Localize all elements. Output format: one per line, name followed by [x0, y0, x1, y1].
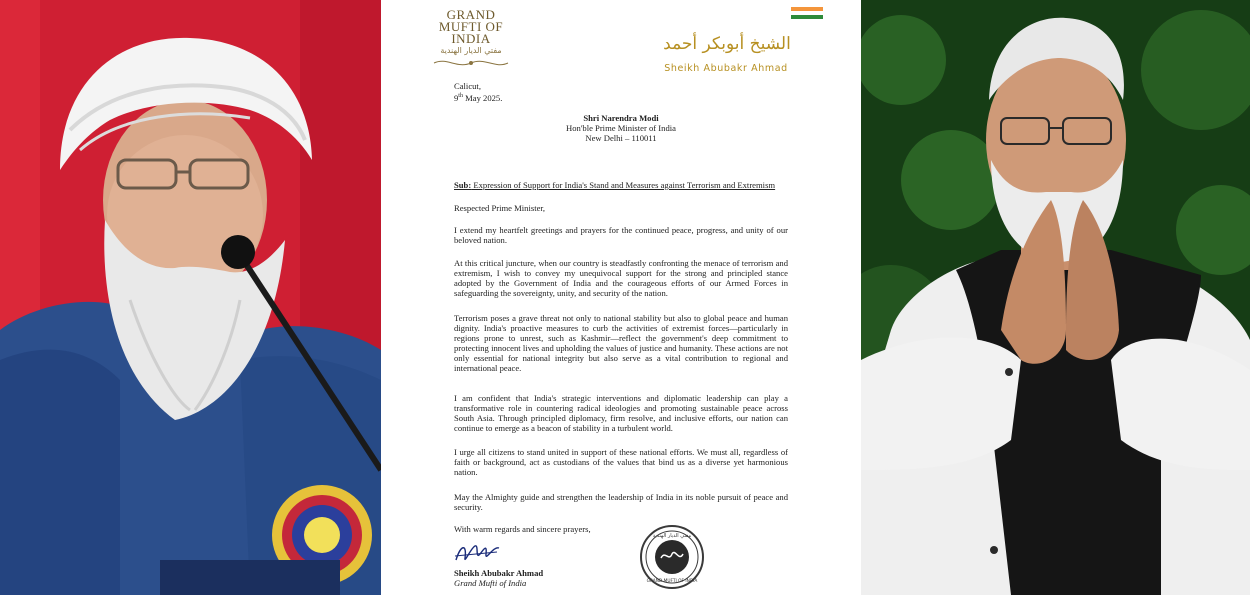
- grand-mufti-letterhead-logo: [431, 9, 511, 69]
- letter-subject: [454, 180, 794, 190]
- brand-line-2: MUFTI OF: [438, 19, 504, 34]
- flag-stripe-green: [791, 15, 823, 19]
- brand-arabic: مفتي الديار الهندية: [440, 46, 502, 55]
- photo-grand-mufti: [0, 0, 381, 595]
- brand-line-3: INDIA: [451, 31, 491, 46]
- date-rest: May 2025.: [462, 92, 503, 103]
- paragraph-1: I extend my heartfelt greetings and prayers for the continued peace, progress, and unity of our beloved nation.: [454, 225, 788, 246]
- paragraph-4: I am confident that India's strategic interventions and diplomatic leadership can play a transformative role in countering radical ideologies and promoting sustainable peace across South Asia. Through principled diplomacy, firm resolve, and inclusive efforts, our nation can continue to emerge as a beacon of stability in a turbulent world.: [454, 393, 788, 434]
- handwritten-signature-icon: [453, 540, 503, 566]
- recipient-block: [521, 113, 721, 143]
- paragraph-3: Terrorism poses a grave threat not only to national stability but also to global peace and human dignity. India's proactive measures to curb the activities of extremist forces—particularly in regions prone to unrest, such as Kashmir—reflect the government's deep commitment to protecting innocent lives and upholding the values of justice and humanity. These actions are not only essential for national integrity but also serve as a vital contribution to regional and international peace.: [454, 313, 788, 374]
- salutation: Respected Prime Minister,: [454, 203, 546, 213]
- letterhead-signature-name: Sheikh Abubakr Ahmad: [664, 63, 788, 74]
- arabic-calligraphy-name: الشيخ أبوبكر أحمد: [663, 34, 791, 54]
- letter-date: [454, 91, 502, 103]
- signer-name: Sheikh Abubakr Ahmad: [454, 568, 544, 578]
- ornament-icon: [432, 57, 510, 69]
- seal-top-text: مفتي الديار الهندية: [652, 533, 692, 539]
- letter-document: [381, 0, 861, 595]
- recipient-name: Shri Narendra Modi: [583, 113, 659, 123]
- letter-place: Calicut,: [454, 81, 481, 91]
- seal-bottom-text: GRAND MUFTI OF INDIA: [646, 579, 698, 584]
- paragraph-5: I urge all citizens to stand united in support of these national efforts. We must all, regardless of faith or background, act as custodians of the values that bind us as a diverse yet harmonious nation.: [454, 447, 788, 478]
- grand-mufti-portrait-illustration: [0, 0, 381, 595]
- official-seal-icon: [639, 524, 705, 590]
- recipient-address: New Delhi – 110011: [585, 133, 657, 144]
- date-suffix: th: [458, 93, 463, 100]
- paragraph-2: At this critical juncture, when our country is steadfastly confronting the menace of terrorism and extremism, I wish to convey my unequivocal support for the strong and principled stance adopted by the Government of India and the courageous efforts of our Armed Forces in safeguarding the sovereignty, unity, and security of the nation.: [454, 258, 788, 299]
- letter-place-date: [454, 81, 502, 103]
- signer-block: [454, 568, 543, 588]
- date-day: 9: [454, 92, 459, 103]
- brand-line-1: GRAND: [446, 7, 496, 22]
- prime-minister-portrait-illustration: [861, 0, 1250, 595]
- signer-title: Grand Mufti of India: [454, 578, 527, 589]
- paragraph-6: May the Almighty guide and strengthen the leadership of India in its noble pursuit of peace and security.: [454, 492, 788, 513]
- recipient-title: Hon'ble Prime Minister of India: [566, 123, 676, 134]
- subject-text: Expression of Support for India's Stand and Measures against Terrorism and Extremism: [471, 180, 776, 190]
- photo-prime-minister: [861, 0, 1250, 595]
- closing: With warm regards and sincere prayers,: [454, 524, 591, 534]
- indian-flag-icon: [791, 7, 823, 19]
- subject-label: Sub:: [454, 180, 472, 190]
